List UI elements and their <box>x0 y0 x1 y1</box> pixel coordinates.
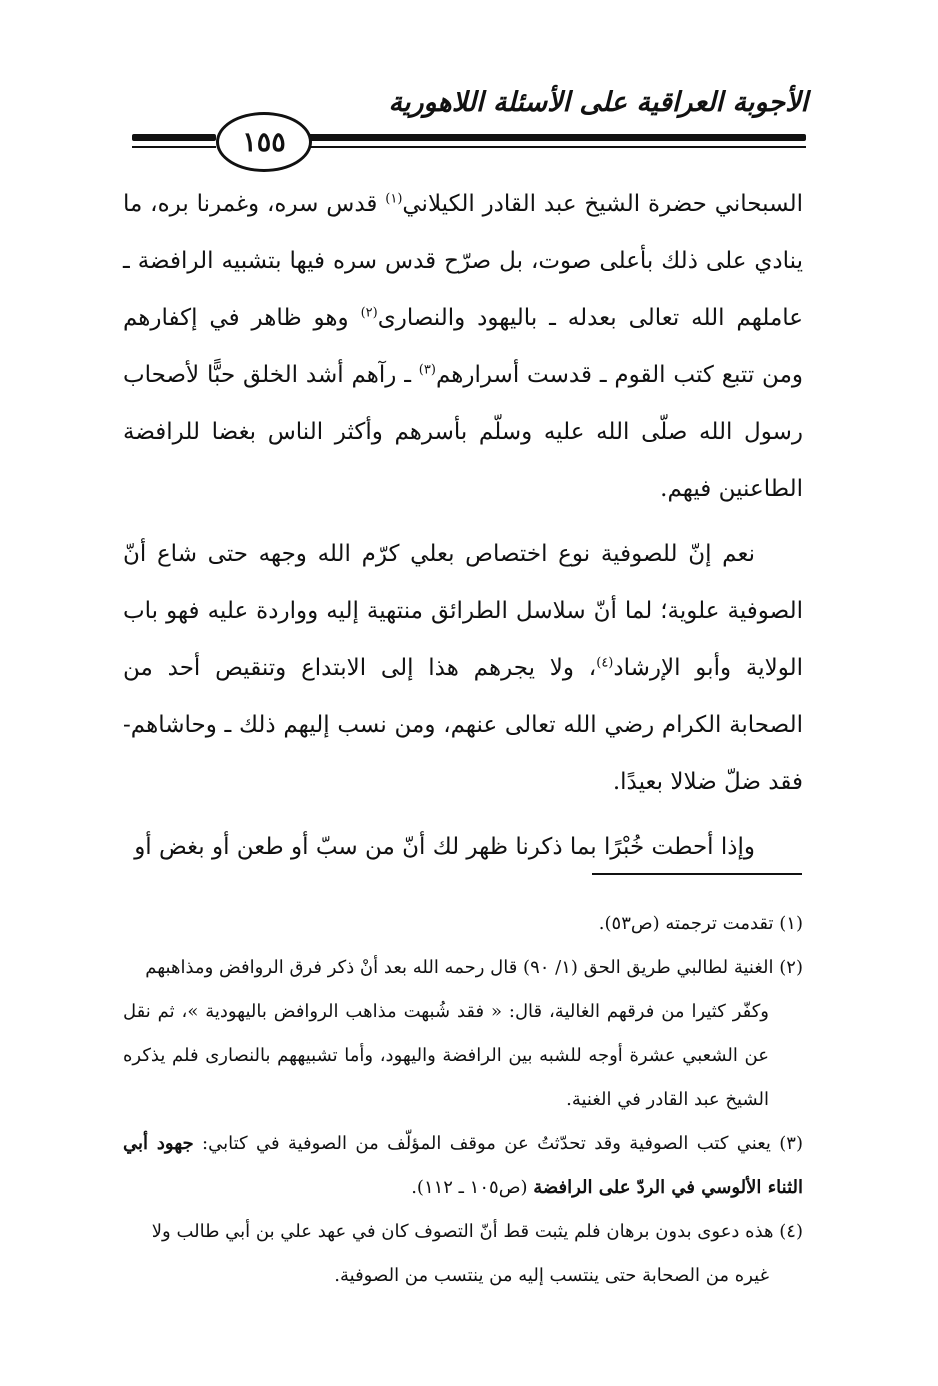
footnote-text: يعني كتب الصوفية وقد تحدّثتُ عن موقف المؤلّف من الصوفية في كتابي: <box>193 1133 780 1154</box>
footnote-number: (٢) <box>779 957 803 978</box>
paragraph-3 <box>123 819 803 876</box>
footnote-ref-1[interactable]: (١) <box>385 191 403 207</box>
text-run: وهو ظاهر في إكفارهم ومن تتبع كتب القوم ـ قدست أسرارهم <box>123 305 803 388</box>
paragraph-1 <box>123 176 803 518</box>
footnote-number: (٤) <box>779 1221 803 1242</box>
text-run: وإذا أحطت خُبْرًا بما ذكرنا ظهر لك أنّ من سبّ أو طعن أو بغض أو <box>134 834 755 860</box>
text-run: قدس سره، وغمرنا بره، ما ينادي على ذلك بأعلى صوت، بل صرّح قدس سره فيها بتشبيه الرافضة ـ عاملهم الله تعالى بعدله ـ باليهود والنصارى <box>123 191 803 331</box>
footnote-4 <box>123 1210 803 1298</box>
text-run: السبحاني حضرة الشيخ عبد القادر الكيلاني <box>402 191 803 217</box>
footnote-separator <box>592 873 802 875</box>
text-run: ـ رآهم أشد الخلق حبًّا لأصحاب رسول الله صلّى الله عليه وسلّم بأسرهم وأكثر الناس بغضا للرافضة الطاعنين فيهم. <box>123 362 803 502</box>
header-rule-right-thin <box>306 146 806 148</box>
footnote-ref-4[interactable]: (٤) <box>596 655 614 671</box>
page-number: ١٥٥ <box>242 126 286 158</box>
cited-book-title: جهود أبي الثناء الألوسي في الردّ على الرافضة <box>123 1133 803 1198</box>
footnote-number: (٣) <box>779 1133 803 1154</box>
footnote-ref-3[interactable]: (٣) <box>418 362 436 378</box>
footnote-text: الغنية لطالبي طريق الحق (١/ ٩٠) قال رحمه الله بعد أنْ ذكر فرق الروافض ومذاهبهم <box>145 957 780 978</box>
footnote-text: تقدمت ترجمته (ص٥٣). <box>598 913 780 934</box>
header-rule-right-thick <box>306 134 806 141</box>
header-rule-left-thin <box>132 146 216 148</box>
paragraph-2 <box>123 526 803 811</box>
header-rule-left-thick <box>132 134 216 141</box>
running-header-title: الأجوبة العراقية على الأسئلة اللاهورية <box>388 87 808 118</box>
footnote-text: (ص١٠٥ ـ ١١٢). <box>411 1177 534 1198</box>
footnote-2 <box>123 946 803 1122</box>
footnote-text-continued: وكفّر كثيرا من فرقهم الغالية، قال: « فقد شُبهت مذاهب الروافض باليهودية »، ثم نقل عن الشعبي عشرة أوجه للشبه بين الرافضة واليهود، وأما تشبيههم بالنصارى فلم يذكره الشيخ عبد القادر في الغنية. <box>123 1001 769 1110</box>
footnote-text: هذه دعوى بدون برهان فلم يثبت قط أنّ التصوف كان في عهد علي بن أبي طالب ولا <box>151 1221 780 1242</box>
text-run: نعم إنّ للصوفية نوع اختصاص بعلي كرّم الله وجهه حتى شاع أنّ الصوفية علوية؛ لما أنّ سلاسل الطرائق منتهية إليه وواردة عليه فهو باب الولاية وأبو الإرشاد <box>123 541 803 681</box>
footnote-ref-2[interactable]: (٢) <box>360 305 378 321</box>
footnote-text-continued: غيره من الصحابة حتى ينتسب إليه من ينتسب من الصوفية. <box>334 1265 769 1286</box>
text-run: ، ولا يجرهم هذا إلى الابتداع وتنقيص أحد من الصحابة الكرام رضي الله تعالى عنهم، ومن نسب إليهم ذلك ـ وحاشاهم- فقد ضلّ ضلالا بعيدًا. <box>123 655 803 795</box>
footnote-3 <box>123 1122 803 1210</box>
footnotes <box>123 902 803 1298</box>
page-number-badge <box>216 112 312 172</box>
main-text <box>123 176 803 876</box>
footnote-number: (١) <box>779 913 803 934</box>
footnote-1 <box>123 902 803 946</box>
